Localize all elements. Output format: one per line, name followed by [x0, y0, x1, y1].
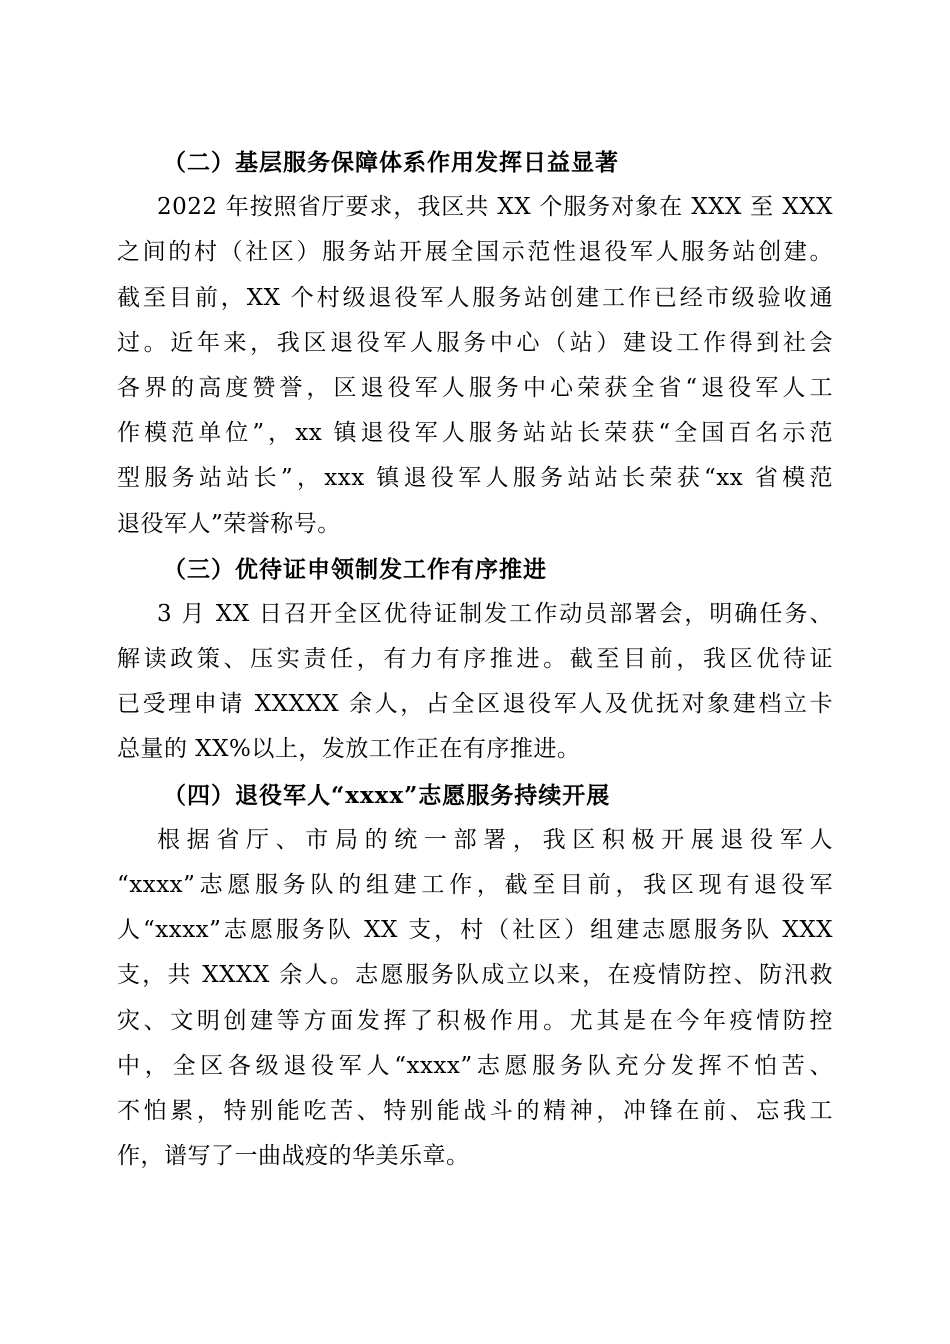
paragraph-line: 3 月 XX 日召开全区优待证制发工作动员部署会，明确任务、	[157, 600, 833, 627]
paragraph-line: 截至目前，XX 个村级退役军人服务站创建工作已经市级验收通	[117, 284, 833, 311]
paragraph-line: 不怕累，特别能吃苦、特别能战斗的精神，冲锋在前、忘我工	[117, 1097, 833, 1124]
paragraph-line: 人“xxxx”志愿服务队 XX 支，村（社区）组建志愿服务队 XXX	[117, 917, 833, 944]
paragraph-line: 退役军人”荣誉称号。	[117, 510, 341, 537]
paragraph-line: 之间的村（社区）服务站开展全国示范性退役军人服务站创建。	[117, 239, 833, 266]
paragraph-line: 解读政策、压实责任，有力有序推进。截至目前，我区优待证	[117, 646, 833, 673]
document-body	[117, 140, 833, 1179]
paragraph-line: 灾、文明创建等方面发挥了积极作用。尤其是在今年疫情防控	[117, 1007, 833, 1034]
paragraph-line: 作模范单位”，xx 镇退役军人服务站站长荣获“全国百名示范	[117, 420, 833, 447]
paragraph-line: 各界的高度赞誉，区退役军人服务中心荣获全省“退役军人工	[117, 374, 833, 401]
paragraph-line: 支，共 XXXX 余人。志愿服务队成立以来，在疫情防控、防汛救	[117, 962, 833, 989]
section-heading-3: （三）优待证申领制发工作有序推进	[163, 555, 547, 583]
paragraph-line: 总量的 XX%以上，发放工作正在有序推进。	[117, 736, 581, 763]
paragraph-line: 已受理申请 XXXXX 余人，占全区退役军人及优抚对象建档立卡	[117, 691, 833, 718]
paragraph-line: “xxxx”志愿服务队的组建工作，截至目前，我区现有退役军	[117, 872, 833, 898]
paragraph-line: 作，谱写了一曲战疫的华美乐章。	[117, 1143, 470, 1170]
section-heading-4: （四）退役军人“xxxx”志愿服务持续开展	[163, 781, 611, 809]
paragraph-line: 过。近年来，我区退役军人服务中心（站）建设工作得到社会	[117, 329, 833, 356]
paragraph-line: 型服务站站长”，xxx 镇退役军人服务站站长荣获“xx 省模范	[117, 465, 833, 492]
section-heading-2: （二）基层服务保障体系作用发挥日益显著	[163, 149, 619, 176]
paragraph-line: 中，全区各级退役军人“xxxx”志愿服务队充分发挥不怕苦、	[117, 1052, 833, 1079]
paragraph-line: 2022 年按照省厅要求，我区共 XX 个服务对象在 XXX 至 XXX	[157, 194, 833, 221]
paragraph-line: 根据省厅、市局的统一部署，我区积极开展退役军人	[157, 826, 833, 853]
